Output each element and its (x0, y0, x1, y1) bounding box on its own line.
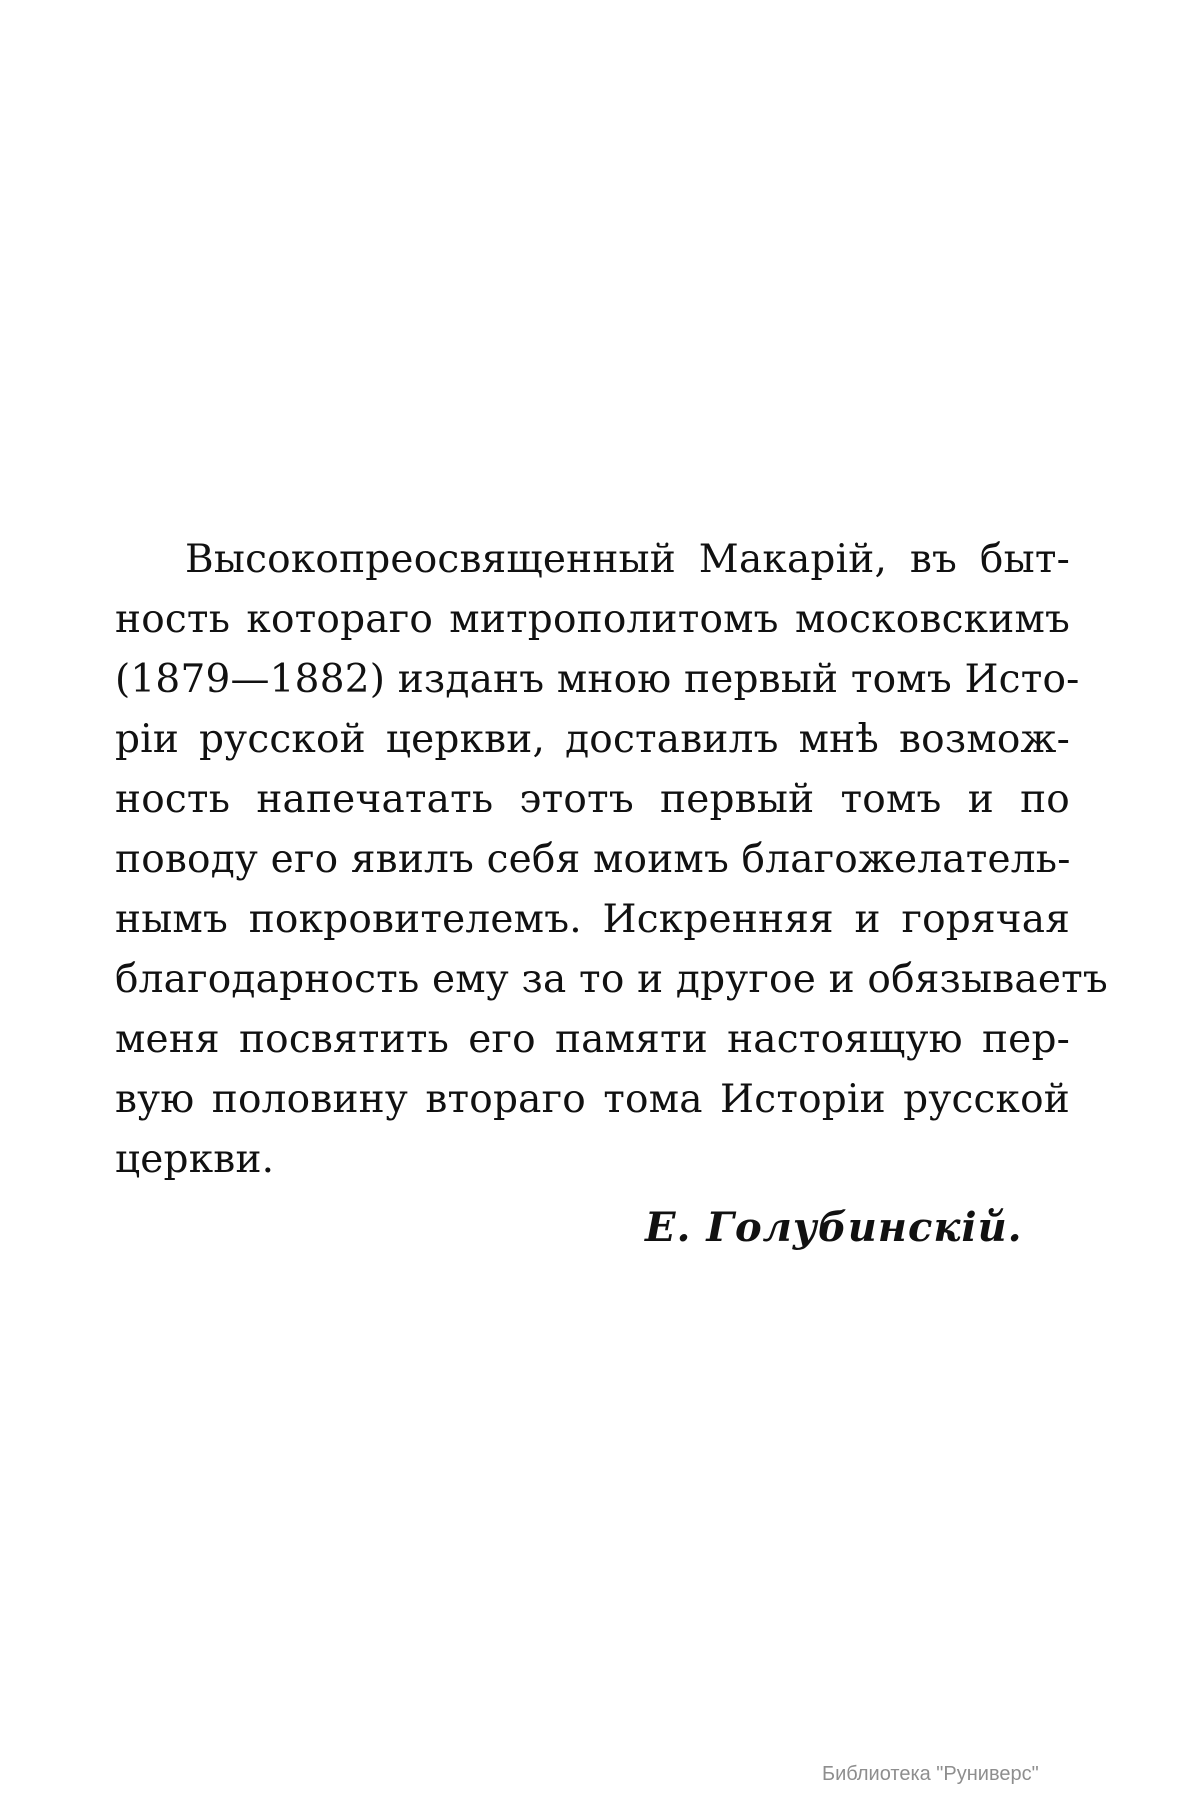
dedication-text (115, 530, 1108, 1190)
dedication-line: нымъ покровителемъ. Искренняя и горячая (115, 897, 1070, 942)
dedication-line: ность котораго митрополитомъ московскимъ (115, 597, 1070, 642)
dedication-line: церкви. (115, 1137, 275, 1182)
dedication-line: (1879—1882) изданъ мною первый томъ Исто- (115, 657, 1080, 702)
library-watermark: Библиотека "Руниверс" (822, 1763, 1039, 1785)
dedication-line: ность напечатать этотъ первый томъ и по (115, 777, 1070, 822)
dedication-line: благодарность ему за то и другое и обязываетъ (115, 957, 1108, 1002)
dedication-line: меня посвятить его памяти настоящую пер- (115, 1017, 1070, 1062)
dedication-line: Высокопреосвященный Макарій, въ быт- (185, 537, 1070, 582)
dedication-line: поводу его явилъ себя моимъ благожелатель- (115, 837, 1071, 882)
dedication-line: ріи русской церкви, доставилъ мнѣ возмож- (115, 717, 1070, 762)
dedication-line: вую половину втораго тома Исторіи русской (115, 1077, 1070, 1122)
author-signature: Е. Голубинскій. (645, 1204, 1023, 1251)
